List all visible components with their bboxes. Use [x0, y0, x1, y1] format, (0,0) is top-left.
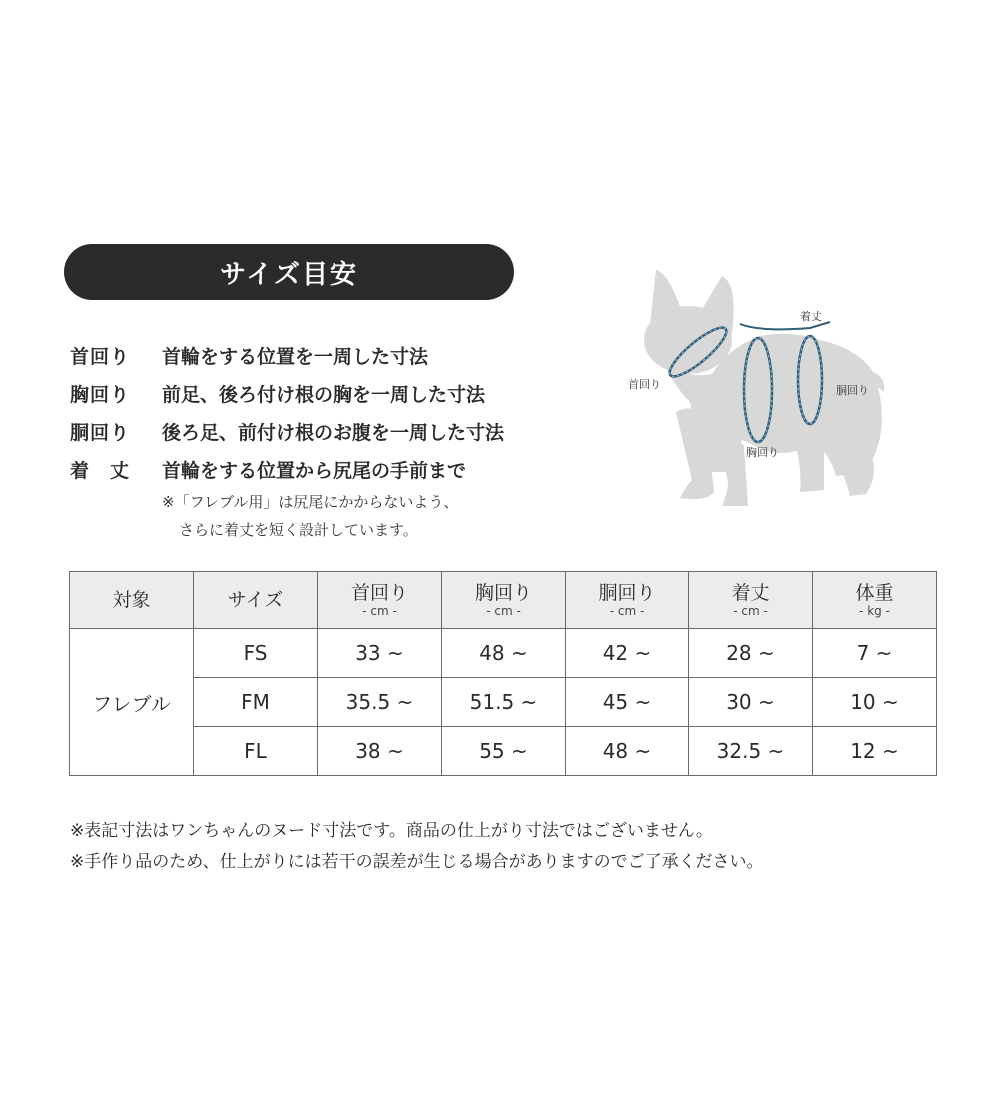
chest-cell: 55 ~: [442, 727, 566, 776]
footnote-1: ※表記寸法はワンちゃんのヌード寸法です。商品の仕上がり寸法ではございません。: [70, 821, 713, 841]
weight-cell: 7 ~: [813, 629, 937, 678]
table-row: [70, 629, 937, 678]
table-row: [70, 678, 937, 727]
size-cell: FL: [194, 727, 318, 776]
header-weight: 体重 - kg -: [813, 572, 937, 629]
definition-term: 首回り: [70, 345, 131, 368]
footnote-2: ※手作り品のため、仕上がりには若干の誤差が生じる場合がありますのでご了承ください。: [70, 852, 764, 872]
chest-cell: 51.5 ~: [442, 678, 566, 727]
design-note: [162, 488, 458, 544]
measurement-definitions: [70, 336, 504, 488]
definition-desc: 首輪をする位置から尻尾の手前まで: [162, 459, 467, 482]
label-neck: 首回り: [628, 378, 661, 391]
definition-term: 着 丈: [70, 459, 131, 482]
waist-cell: 48 ~: [566, 727, 689, 776]
note-line-1: ※「フレブル用」は尻尾にかからないよう、: [162, 493, 459, 511]
definition-row: [70, 450, 504, 488]
label-waist: 胴回り: [836, 384, 869, 397]
waist-cell: 45 ~: [566, 678, 689, 727]
neck-cell: 38 ~: [318, 727, 442, 776]
size-cell: FS: [194, 629, 318, 678]
length-cell: 30 ~: [689, 678, 813, 727]
definition-term: 胴回り: [70, 421, 131, 444]
length-cell: 28 ~: [689, 629, 813, 678]
table-row: [70, 727, 937, 776]
definition-row: [70, 412, 504, 450]
definition-term: 胸回り: [70, 383, 131, 406]
label-chest: 胸回り: [746, 446, 779, 459]
header-waist: 胴回り - cm -: [566, 572, 689, 629]
definition-desc: 前足、後ろ付け根の胸を一周した寸法: [162, 383, 486, 406]
label-length: 着丈: [800, 310, 822, 323]
title-banner: [64, 244, 514, 300]
footnotes: [70, 816, 764, 878]
weight-cell: 10 ~: [813, 678, 937, 727]
dog-measurement-diagram: [610, 262, 890, 512]
definition-desc: 首輪をする位置を一周した寸法: [162, 345, 429, 368]
definition-row: [70, 374, 504, 412]
length-cell: 32.5 ~: [689, 727, 813, 776]
table-header-row: [70, 572, 937, 629]
waist-cell: 42 ~: [566, 629, 689, 678]
header-chest: 胸回り - cm -: [442, 572, 566, 629]
definition-desc: 後ろ足、前付け根のお腹を一周した寸法: [162, 421, 505, 444]
chest-cell: 48 ~: [442, 629, 566, 678]
size-cell: FM: [194, 678, 318, 727]
size-table: [69, 571, 937, 776]
target-cell: フレブル: [70, 629, 194, 776]
header-neck: 首回り - cm -: [318, 572, 442, 629]
neck-cell: 33 ~: [318, 629, 442, 678]
definition-row: [70, 336, 504, 374]
weight-cell: 12 ~: [813, 727, 937, 776]
neck-cell: 35.5 ~: [318, 678, 442, 727]
header-target: 対象: [70, 572, 194, 629]
page-title: サイズ目安: [220, 259, 358, 290]
note-line-2: さらに着丈を短く設計しています。: [179, 521, 418, 539]
header-length: 着丈 - cm -: [689, 572, 813, 629]
header-size: サイズ: [194, 572, 318, 629]
